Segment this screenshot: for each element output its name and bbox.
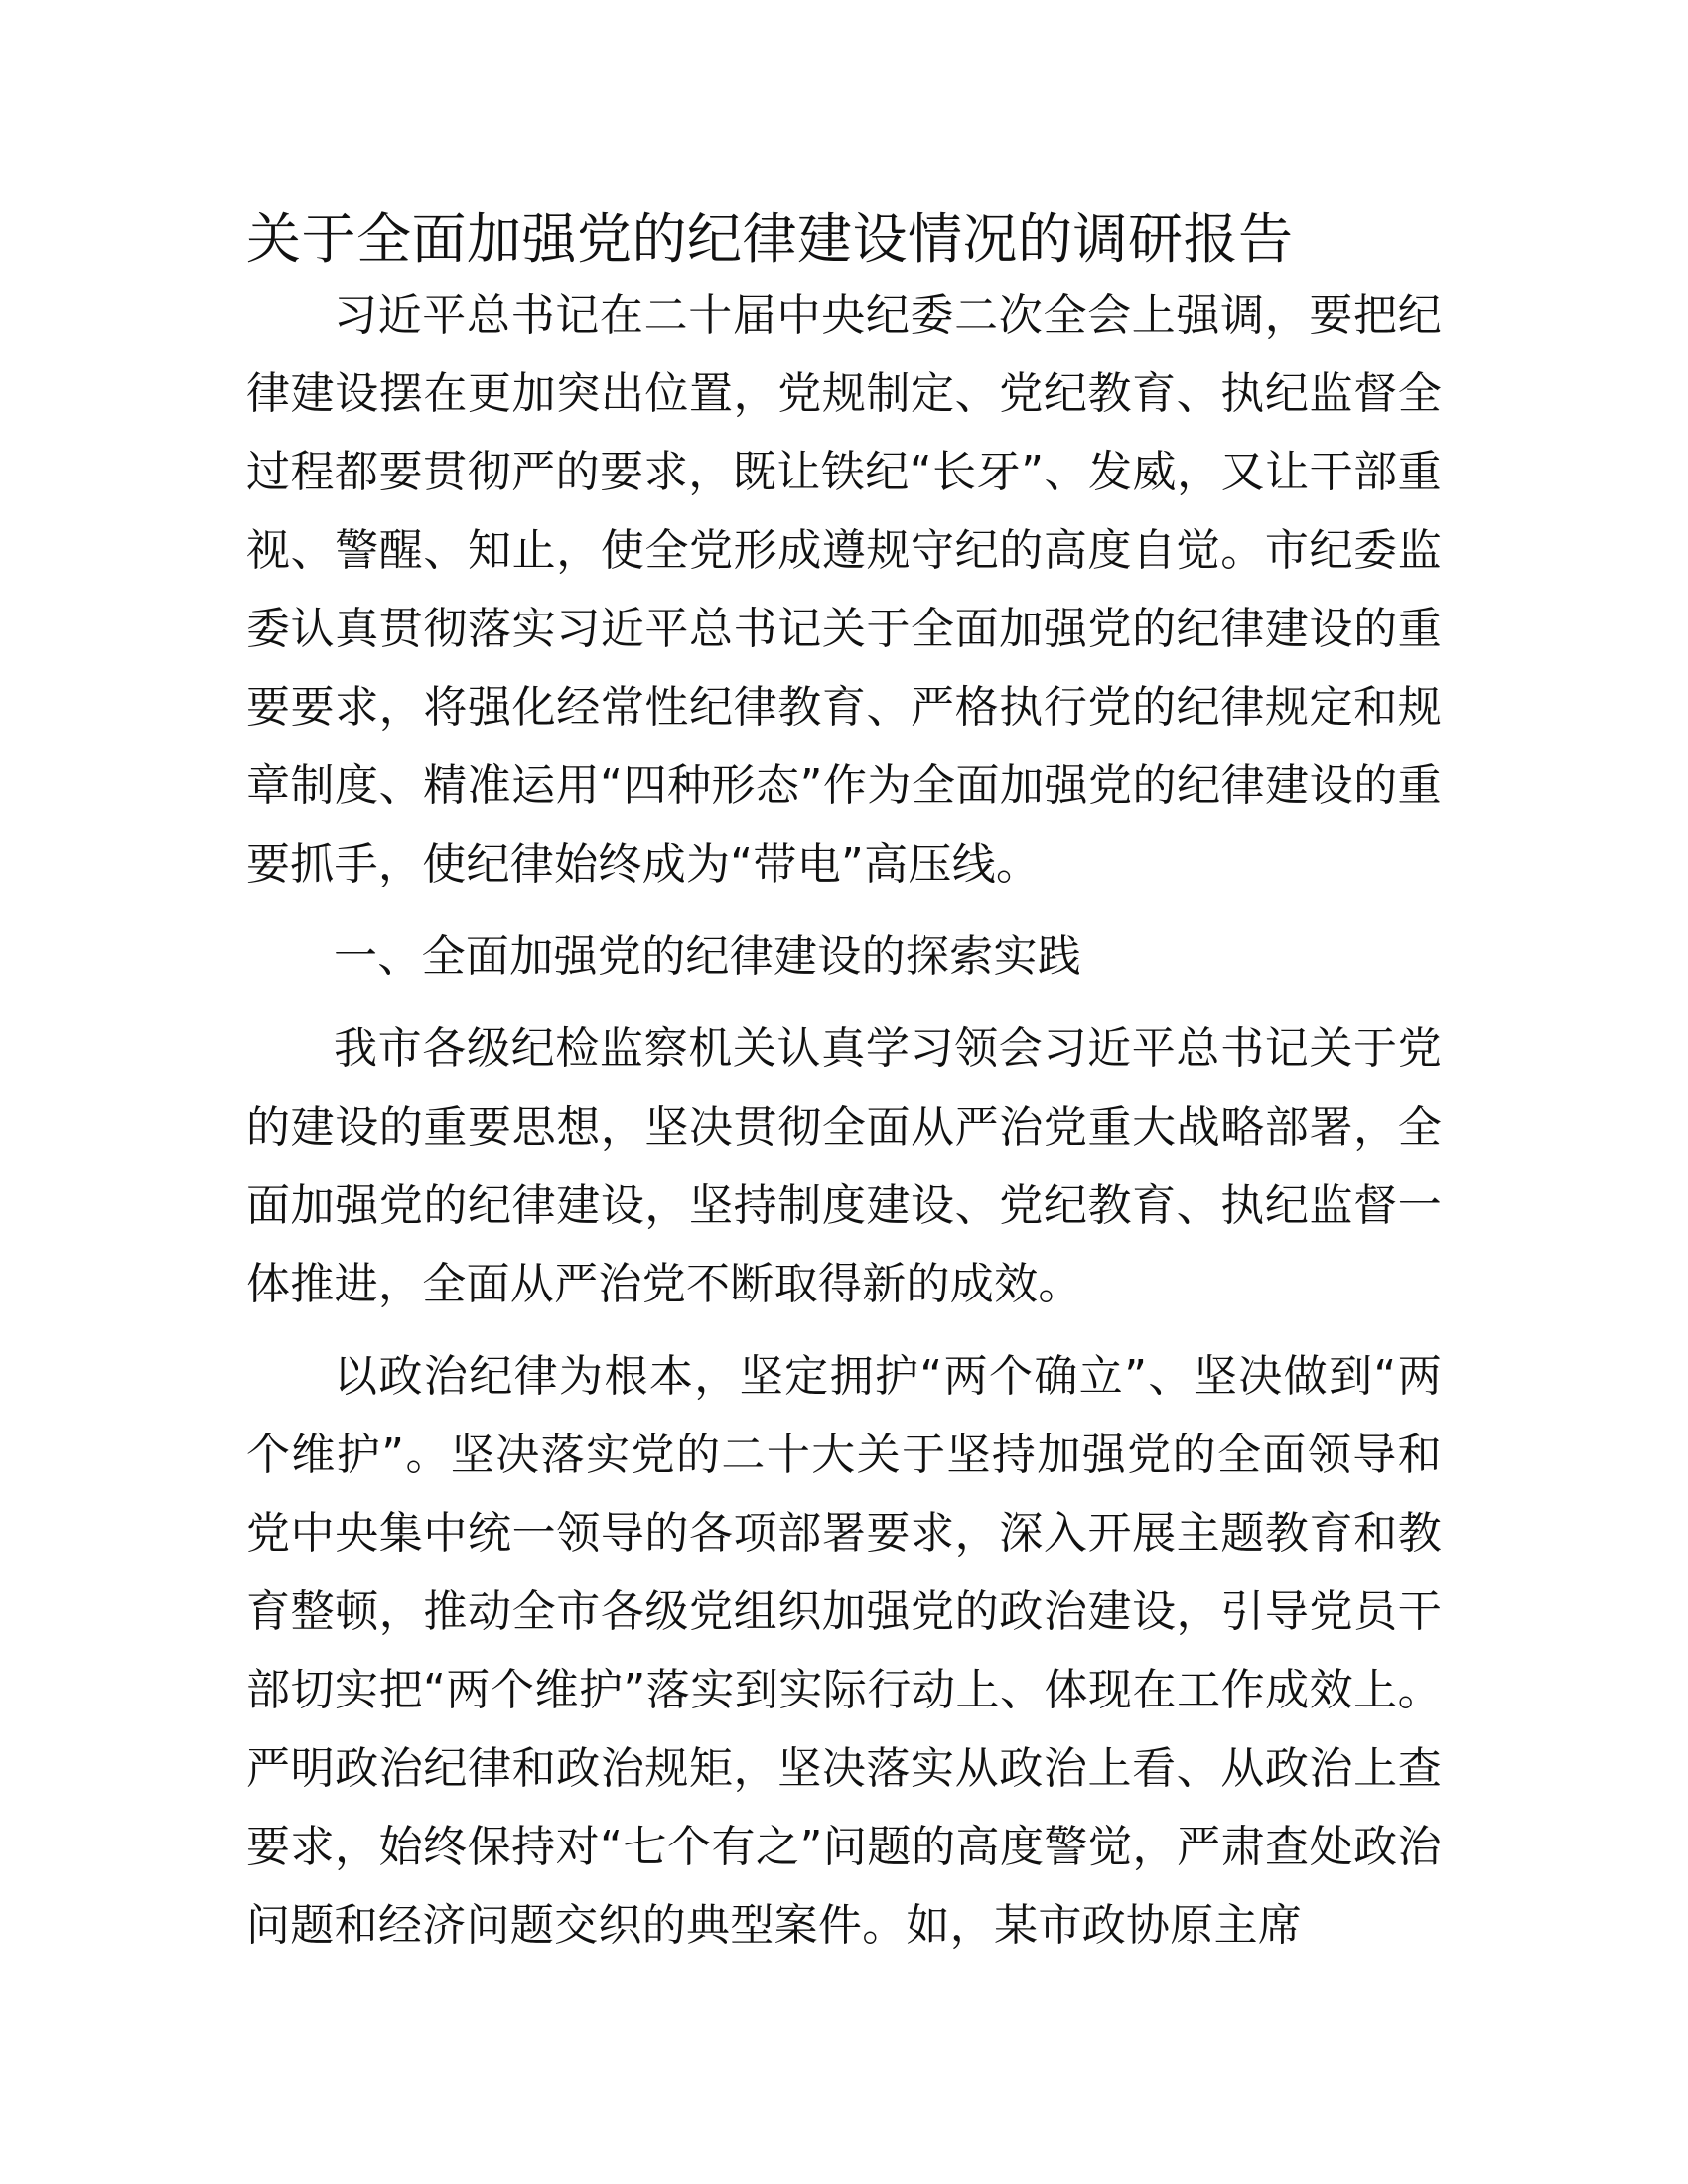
document-title: 关于全面加强党的纪律建设情况的调研报告 [246,207,1294,271]
paragraph-gap [246,903,1442,917]
document-body [246,276,1442,1965]
paragraph-political-discipline: 以政治纪律为根本，坚定拥护“两个确立”、坚决做到“两个维护”。坚决落实党的二十大关于坚持加强党的全面领导和党中央集中统一领导的各项部署要求，深入开展主题教育和教育整顿，推动全市各级党组织加强党的政治建设，引导党员干部切实把“两个维护”落实到实际行动上、体现在工作成效上。严明政治纪律和政治规矩，坚决落实从政治上看、从政治上查要求，始终保持对“七个有之”问题的高度警觉，严肃查处政治问题和经济问题交织的典型案件。如，某市政协原主席 [246,1351,1442,1951]
section-heading-1: 一、全面加强党的纪律建设的探索实践 [334,931,1082,982]
paragraph-intro: 习近平总书记在二十届中央纪委二次全会上强调，要把纪律建设摆在更加突出位置，党规制定、党纪教育、执纪监督全过程都要贯彻严的要求，既让铁纪“长牙”、发威，又让干部重视、警醒、知止，使全党形成遵规守纪的高度自觉。市纪委监委认真贯彻落实习近平总书记关于全面加强党的纪律建设的重要要求，将强化经常性纪律教育、严格执行党的纪律规定和规章制度、精准运用“四种形态”作为全面加强党的纪律建设的重要抓手，使纪律始终成为“带电”高压线。 [246,290,1442,889]
paragraph-gap [246,1323,1442,1337]
paragraph-gap [246,996,1442,1010]
paragraph-practice: 我市各级纪检监察机关认真学习领会习近平总书记关于党的建设的重要思想，坚决贯彻全面从严治党重大战略部署，全面加强党的纪律建设，坚持制度建设、党纪教育、执纪监督一体推进，全面从严治党不断取得新的成效。 [246,1024,1442,1309]
